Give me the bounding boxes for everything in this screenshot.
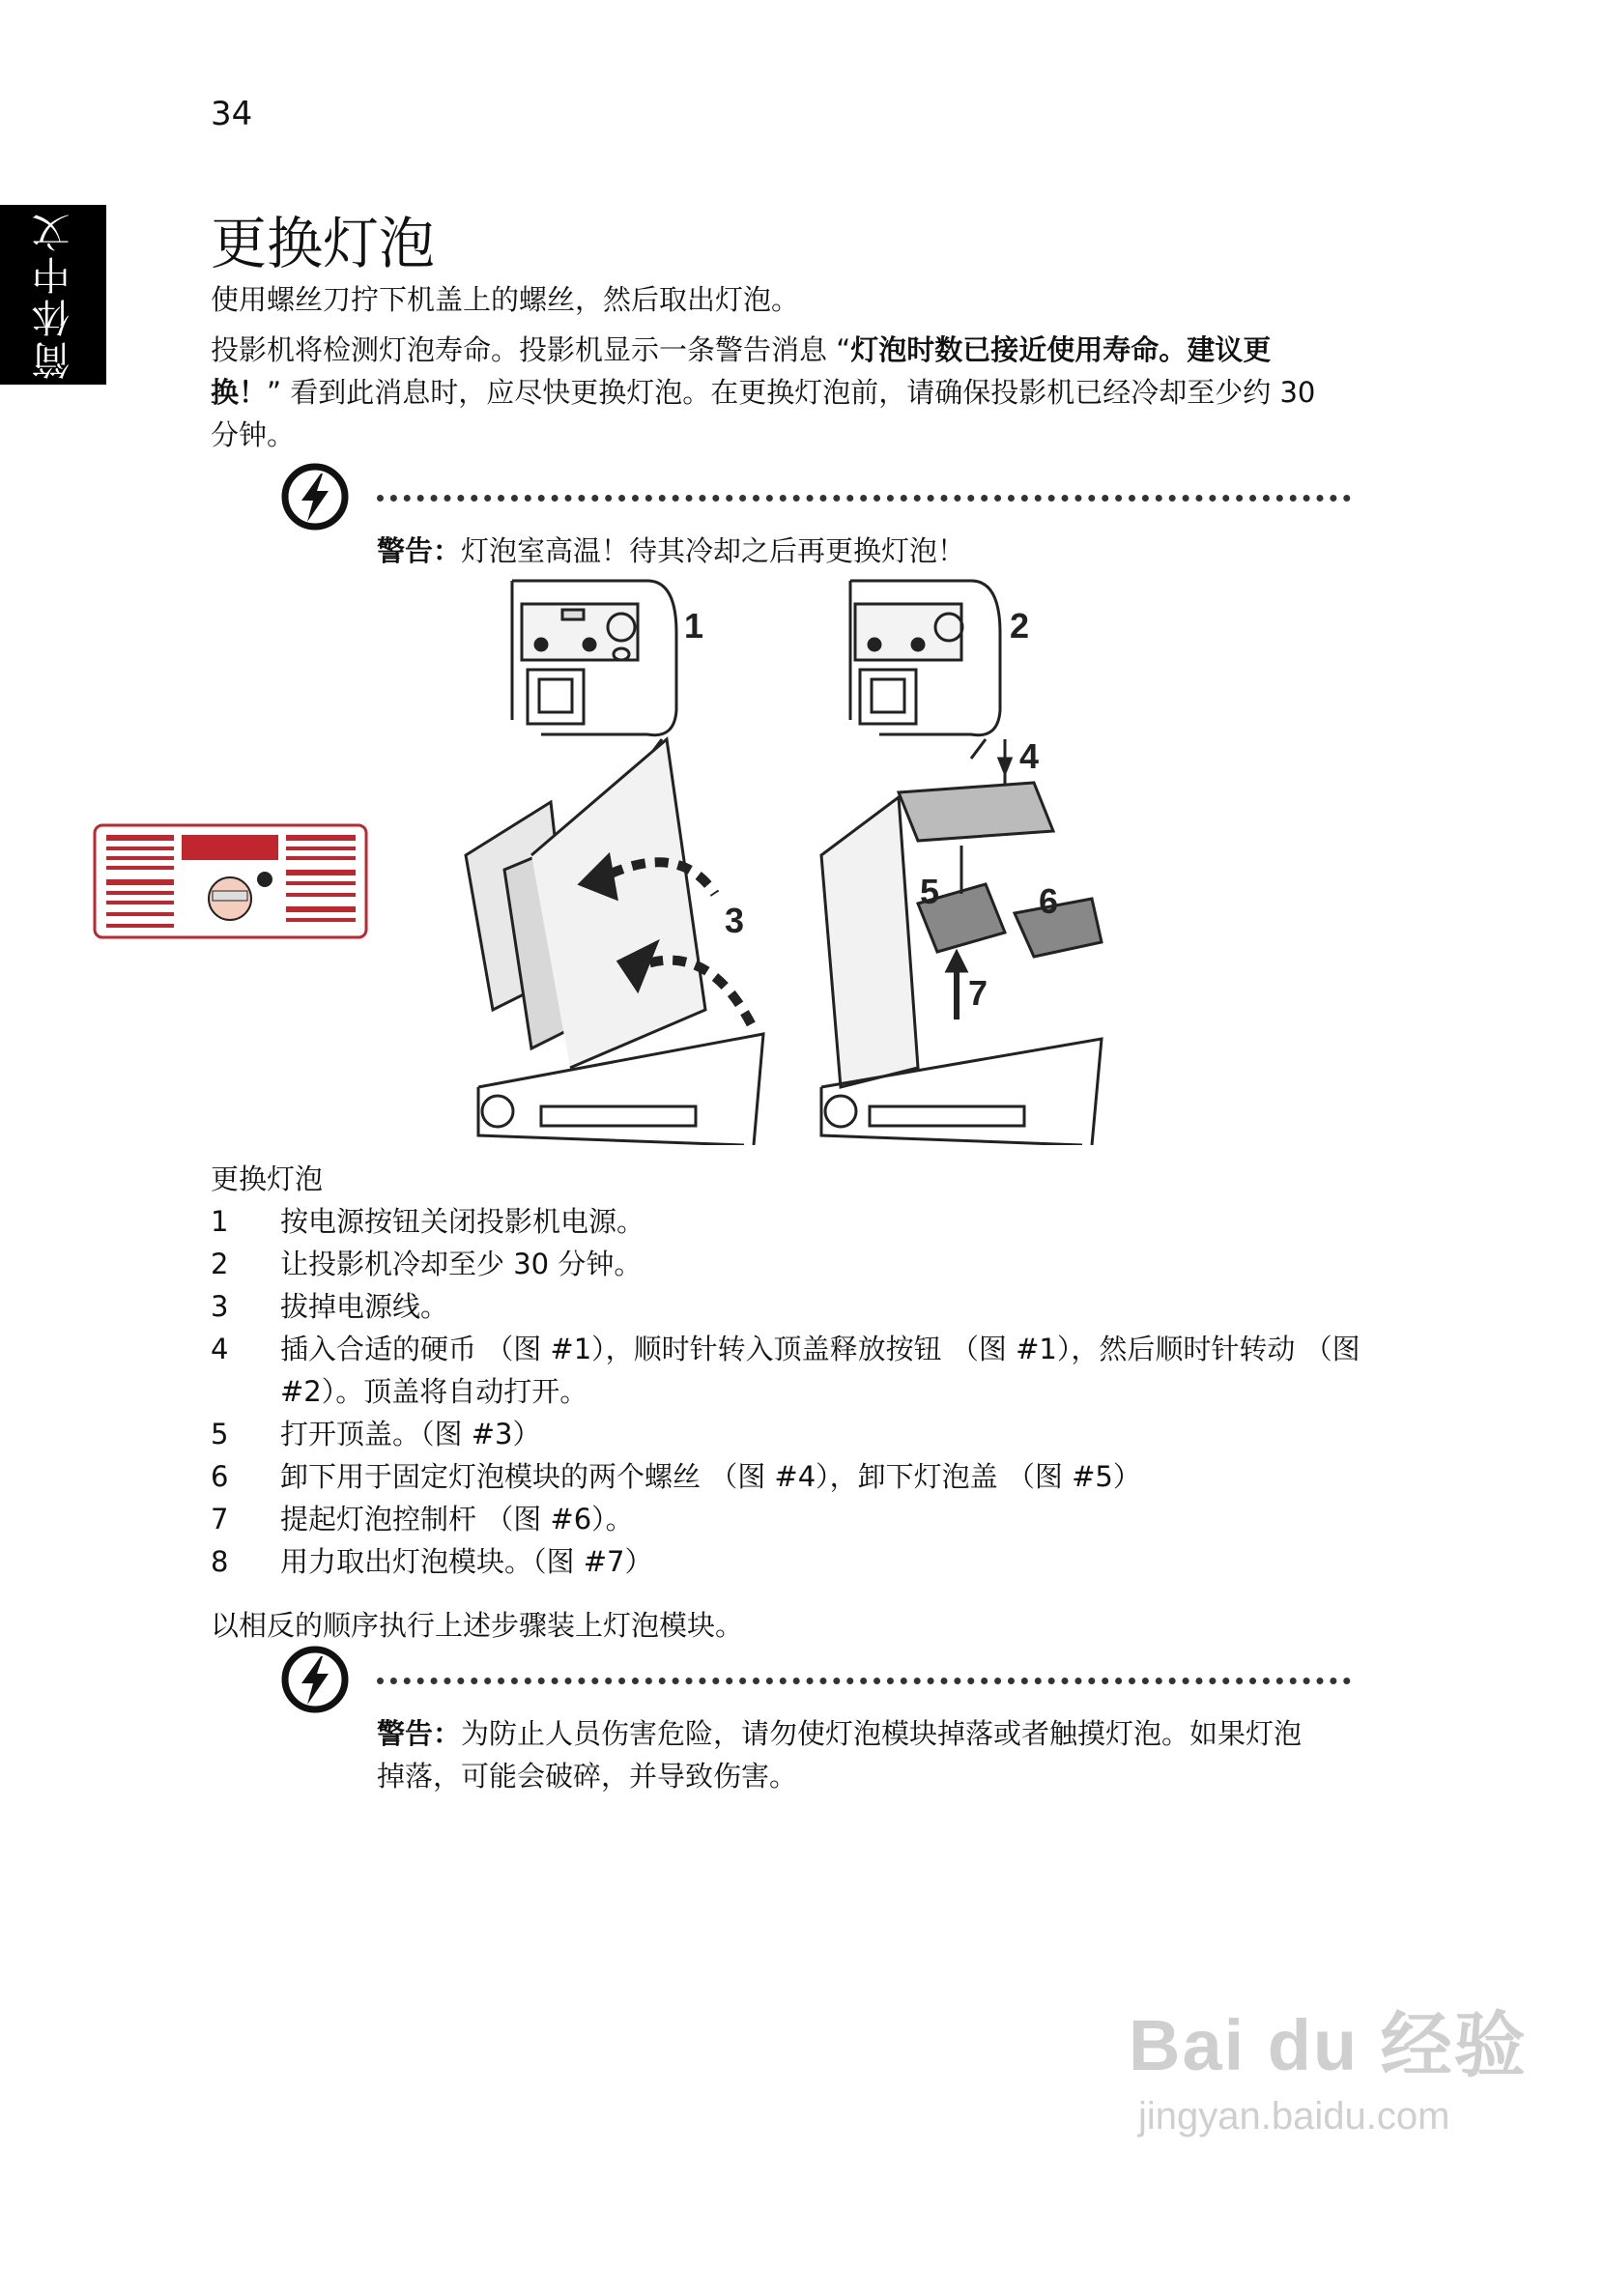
language-side-tab-label: 简体中文 bbox=[31, 210, 76, 380]
warning-text: 为防止人员伤害危险，请勿使灯泡模块掉落或者触摸灯泡。如果灯泡掉落，可能会破碎，并导致伤害。 bbox=[377, 1717, 1303, 1793]
callout-7: 7 bbox=[968, 973, 988, 1013]
panel-3-open-lid bbox=[466, 739, 763, 1145]
warning-2 bbox=[377, 1712, 1304, 1797]
callout-3: 3 bbox=[725, 901, 745, 940]
step-number: 8 bbox=[211, 1545, 229, 1578]
intro-paragraph bbox=[211, 329, 1341, 456]
panel-4-7-lamp-removal bbox=[821, 739, 1102, 1145]
step-text: 拔掉电源线。 bbox=[280, 1290, 449, 1323]
step-text: 卸下用于固定灯泡模块的两个螺丝 （图 #4），卸下灯泡盖 （图 #5） bbox=[280, 1460, 1141, 1493]
procedure-closing: 以相反的顺序执行上述步骤装上灯泡模块。 bbox=[211, 1609, 744, 1642]
step-number: 3 bbox=[211, 1290, 229, 1323]
warning-divider bbox=[377, 1678, 1351, 1684]
lamp-warning-message: 灯泡时数已接近使用寿命。建议更换！ bbox=[211, 333, 1272, 409]
step-text: 按电源按钮关闭投影机电源。 bbox=[280, 1205, 645, 1238]
watermark-url: jingyan.baidu.com bbox=[1138, 2095, 1450, 2138]
intro-paragraph-text-b: ” 看到此消息时，应尽快更换灯泡。在更换灯泡前，请确保投影机已经冷却至少约 30 分钟。 bbox=[211, 376, 1316, 451]
procedure-step bbox=[211, 1540, 1370, 1583]
lamp-warning-sticker-image bbox=[93, 823, 368, 939]
step-number: 2 bbox=[211, 1248, 229, 1280]
procedure-step bbox=[211, 1498, 1370, 1540]
procedure-step bbox=[211, 1413, 1370, 1455]
warning-label: 警告： bbox=[377, 1717, 462, 1750]
warning-text: 灯泡室高温！待其冷却之后再更换灯泡！ bbox=[461, 534, 966, 567]
step-text: 打开顶盖。（图 #3） bbox=[280, 1418, 541, 1450]
procedure-step bbox=[211, 1285, 1370, 1328]
step-number: 6 bbox=[211, 1460, 229, 1493]
section-title: 更换灯泡 bbox=[211, 211, 436, 276]
step-text: 让投影机冷却至少 30 分钟。 bbox=[280, 1248, 643, 1280]
callout-4: 4 bbox=[1019, 736, 1040, 776]
procedure-step bbox=[211, 1200, 1370, 1243]
procedure-steps bbox=[211, 1200, 1370, 1583]
step-number: 5 bbox=[211, 1418, 229, 1450]
step-text: 用力取出灯泡模块。（图 #7） bbox=[280, 1545, 653, 1578]
step-text: 插入合适的硬币 （图 #1），顺时针转入顶盖释放按钮 （图 #1），然后顺时针转动 （图 #2）。顶盖将自动打开。 bbox=[280, 1333, 1361, 1408]
step-text: 提起灯泡控制杆 （图 #6）。 bbox=[280, 1503, 634, 1535]
callout-6: 6 bbox=[1039, 881, 1059, 921]
procedure-caption: 更换灯泡 bbox=[211, 1162, 324, 1195]
callout-2: 2 bbox=[1010, 606, 1030, 646]
callout-5: 5 bbox=[920, 872, 940, 911]
intro-line: 使用螺丝刀拧下机盖上的螺丝，然后取出灯泡。 bbox=[211, 283, 800, 316]
panel-2-rear-io bbox=[850, 581, 1000, 759]
callout-1: 1 bbox=[684, 606, 704, 646]
page-number: 34 bbox=[211, 95, 253, 133]
language-side-tab bbox=[0, 205, 106, 385]
procedure-step bbox=[211, 1328, 1370, 1413]
procedure-step bbox=[211, 1243, 1370, 1285]
warning-label: 警告： bbox=[377, 534, 462, 567]
procedure-step bbox=[211, 1455, 1370, 1498]
step-number: 7 bbox=[211, 1503, 229, 1535]
warning-lightning-icon bbox=[280, 462, 350, 531]
watermark-logo: Bai du 经验 bbox=[1129, 2005, 1528, 2085]
intro-paragraph-text-a: 投影机将检测灯泡寿命。投影机显示一条警告消息 “ bbox=[211, 333, 851, 366]
panel-1-rear-io bbox=[512, 581, 676, 759]
baidu-jingyan-watermark bbox=[1129, 1989, 1528, 2138]
warning-divider bbox=[377, 495, 1351, 502]
step-number: 4 bbox=[211, 1333, 229, 1365]
warning-lightning-icon bbox=[280, 1645, 350, 1714]
step-number: 1 bbox=[211, 1205, 229, 1238]
